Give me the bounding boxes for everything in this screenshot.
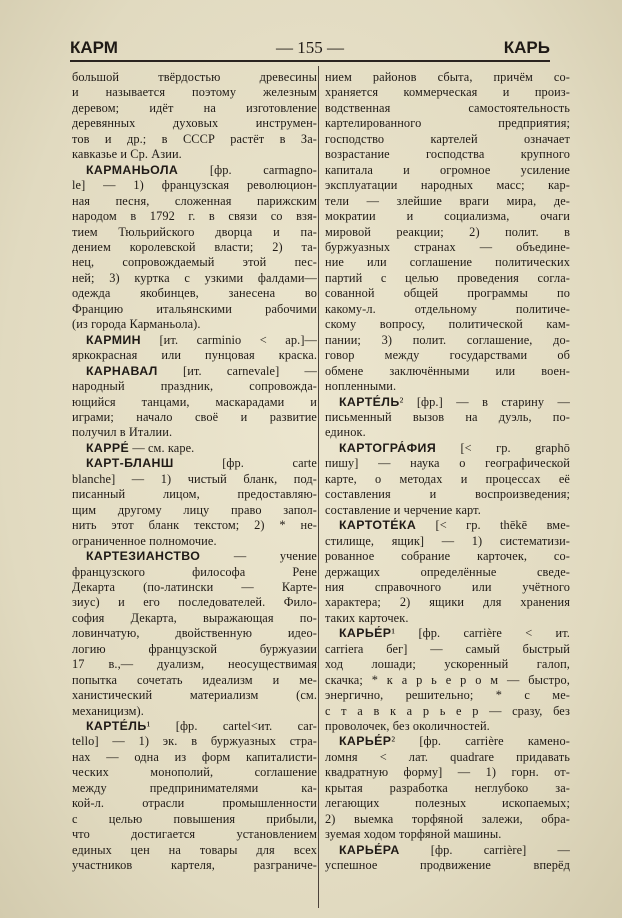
text-line: Францию итальянскими рабочими	[72, 301, 317, 316]
text-line: водственная самостоятельность	[325, 100, 570, 115]
right-column	[325, 70, 570, 908]
text-line: нопленными.	[325, 379, 397, 394]
text-line: одежда якобинцев, занесена во	[72, 286, 317, 301]
text-line: зиус) и его последователей. Фило-	[72, 595, 317, 610]
text-line: ние или соглашение политических	[325, 255, 570, 270]
text-line: blanche] — 1) чистый бланк, под-	[72, 471, 317, 486]
text-line: carriera бег] — самый быстрый	[325, 641, 570, 656]
text-line: ханистический материализм (см.	[72, 688, 317, 703]
text-line: буржуазных странах — объедине-	[325, 239, 570, 254]
text-line: таких карточек.	[325, 610, 409, 625]
text-line: КАРМАНЬОЛА [фр. carmagno-	[86, 162, 317, 177]
text-line: нить этот бланк текстом; 2) * не-	[72, 518, 317, 533]
text-line: держащих определённые сведе-	[325, 564, 570, 579]
text-line: попытка сочетать идеализм и ме-	[72, 672, 317, 687]
text-line: между предпринимателями ка-	[72, 780, 317, 795]
text-line: КАРТ-БЛАНШ [фр. carte	[86, 456, 317, 471]
text-line: логию французской буржуазии	[72, 641, 317, 656]
text-line: щим другому лицу право запол-	[72, 502, 317, 517]
headword: КАРТ-БЛАНШ	[86, 456, 174, 471]
text-line: легающих полезных ископаемых;	[325, 796, 570, 811]
text-line: нах — одна из форм капиталисти-	[72, 749, 317, 764]
text-line: тием Тюльрийского дворца и па-	[72, 224, 317, 239]
headword: КАРТЕ́ЛЬ	[86, 719, 147, 734]
text-line: нием районов сбыта, причём со-	[325, 70, 570, 84]
text-line: большой твёрдостью древесины	[72, 70, 317, 84]
text-line: характера; 2) ящики для хранения	[325, 595, 570, 610]
text-line: КАРТОГРА́ФИЯ [< гр. graphō	[339, 440, 570, 455]
text-line: и называется поэтому железным	[72, 85, 317, 100]
text-line: с целью повышения прибыли,	[72, 811, 317, 826]
headword: КАРМИН	[86, 332, 141, 347]
text-line: скачка; * к а р ь е р о м — быстро,	[325, 672, 570, 687]
column-divider	[318, 66, 319, 908]
text-line: народом в 1792 г. в связи со взя-	[72, 209, 317, 224]
text-line: с т а в к а р ь е р — сразу, без	[325, 703, 570, 718]
text-line: КАРРЕ́ — см. каре.	[86, 440, 195, 455]
headword: КАРТЕ́ЛЬ	[339, 394, 400, 409]
text-line: ния справочного или учётного	[325, 579, 570, 594]
text-line: КАРТЕЗИАНСТВО — учение	[86, 549, 317, 564]
page-number: — 155 —	[276, 38, 344, 57]
text-line: дением королевской власти; 2) та-	[72, 239, 317, 254]
text-line: успешное продвижение вперёд	[325, 858, 570, 873]
text-line: что достигается установлением	[72, 827, 317, 842]
text-line: партий с целью проведения согла-	[325, 270, 570, 285]
text-line: проволочек, без околичностей.	[325, 719, 490, 734]
text-line: (из города Карманьола).	[72, 317, 201, 332]
text-line: кавказье и Ср. Азии.	[72, 147, 182, 162]
text-line: КАРМИН [ит. carminio < ар.]—	[86, 332, 317, 347]
text-line: карте, о методах и процессах её	[325, 471, 570, 486]
text-line: механицизм).	[72, 703, 144, 718]
headword: КАРТОТЕ́КА	[339, 518, 417, 533]
headword: КАРТОГРА́ФИЯ	[339, 440, 437, 455]
text-line: играми; начало своё и развитие	[72, 409, 317, 424]
text-line: КАРЬЕ́Р² [фр. carrière каменo-	[339, 734, 570, 749]
text-line: le] — 1) французская революцион-	[72, 178, 317, 193]
text-line: КАРЬЕ́Р¹ [фр. carrière < ит.	[339, 626, 570, 641]
text-line: господство картелей означает	[325, 131, 570, 146]
text-line: деревянных духовых инструмен-	[72, 116, 317, 131]
text-line: 17 в.,— дуализм, неосуществимая	[72, 657, 317, 672]
headword: КАРЬЕ́Р	[339, 626, 392, 641]
text-line: tello] — 1) эк. в буржуазных стра-	[72, 734, 317, 749]
text-line: мократии и социализма, очаги	[325, 209, 570, 224]
text-line: составление и черчение карт.	[325, 502, 481, 517]
text-line: ломня < лат. quadrare придавать	[325, 749, 570, 764]
header-rule	[70, 60, 550, 62]
text-line: писанный лицом, предоставляю-	[72, 487, 317, 502]
text-line: крытая разработка неглубоко за-	[325, 780, 570, 795]
header-right-word: КАРЬ	[503, 38, 550, 57]
text-line: тов и др.; в СССР растёт в За-	[72, 131, 317, 146]
header-left-word: КАРМ	[70, 38, 118, 57]
text-line: энергично, решительно; * с ме-	[325, 688, 570, 703]
text-line: ней; 3) куртка с узкими фалдами—	[72, 270, 317, 285]
headword: КАРЬЕ́РА	[339, 842, 400, 857]
headword: КАРРЕ́	[86, 440, 130, 455]
text-line: ход лошади; ускоренный галоп,	[325, 657, 570, 672]
headword: КАРТЕЗИАНСТВО	[86, 549, 201, 564]
text-line: яркокрасная или пунцовая краска.	[72, 348, 317, 363]
text-line: софия Декарта, выражающая по-	[72, 610, 317, 625]
text-line: письменный вызов на дуэль, по-	[325, 409, 570, 424]
text-line: зуемая ходом торфяной машины.	[325, 827, 502, 842]
text-line: кой-л. отрасли промышленности	[72, 796, 317, 811]
text-line: сованной общей программы по	[325, 286, 570, 301]
text-line: народный праздник, сопровожда-	[72, 379, 317, 394]
text-line: ограниченное полномочие.	[72, 533, 217, 548]
headword: КАРМАНЬОЛА	[86, 162, 179, 177]
text-line: храняется коммерческая и произ-	[325, 85, 570, 100]
text-line: стилище, ящик] — 1) систематизи-	[325, 533, 570, 548]
text-line: 2) выемка торфяной залежи, обра-	[325, 811, 570, 826]
text-line: капитала и огромное усиление	[325, 162, 570, 177]
text-line: КАРТЕ́ЛЬ² [фр.] — в старину —	[339, 394, 570, 409]
text-line: скому вопросу, политической кам-	[325, 317, 570, 332]
text-line: участников картеля, разграниче-	[72, 858, 317, 873]
text-line: тели — злейшие враги мира, де-	[325, 193, 570, 208]
text-line: французского философа Рене	[72, 564, 317, 579]
running-header	[70, 38, 550, 60]
text-line: квадратную форму] — 1) горн. от-	[325, 765, 570, 780]
text-line: единок.	[325, 425, 366, 440]
text-line: КАРЬЕ́РА [фр. carrière] —	[339, 842, 570, 857]
text-line: возрастание господства крупного	[325, 147, 570, 162]
text-line: единых цен на товары для всех	[72, 842, 317, 857]
text-line: деревом; идёт на изготовление	[72, 100, 317, 115]
text-line: ющийся танцами, маскарадами и	[72, 394, 317, 409]
text-line: составления и воспроизведения;	[325, 487, 570, 502]
text-line: нец, сопровождаемый этой пес-	[72, 255, 317, 270]
text-line: ческих монополий, соглашение	[72, 765, 317, 780]
text-line: ловинчатую, двойственную идео-	[72, 626, 317, 641]
text-line: обмене заключёнными или воен-	[325, 363, 570, 378]
text-line: эксплуатации народных масс; кар-	[325, 178, 570, 193]
left-column	[72, 70, 317, 908]
headword: КАРЬЕ́Р	[339, 734, 392, 749]
text-line: рованное собрание карточек, со-	[325, 549, 570, 564]
text-line: картелированного предприятия;	[325, 116, 570, 131]
text-line: Декарта (по-латински — Карте-	[72, 579, 317, 594]
text-line: какому-л. отдельному политиче-	[325, 301, 570, 316]
text-line: КАРНАВАЛ [ит. carnevale] —	[86, 363, 317, 378]
text-line: мировой реакции; 2) полит. в	[325, 224, 570, 239]
text-line: пании; 3) полит. соглашение, до-	[325, 332, 570, 347]
text-line: КАРТЕ́ЛЬ¹ [фр. cartel<ит. car-	[86, 719, 317, 734]
text-line: КАРТОТЕ́КА [< гр. thēkē вме-	[339, 518, 570, 533]
text-line: пишу] — наука о географической	[325, 456, 570, 471]
text-line: говор между государствами об	[325, 348, 570, 363]
headword: КАРНАВАЛ	[86, 363, 158, 378]
text-line: получил в Италии.	[72, 425, 173, 440]
text-line: ная песня, сложенная парижским	[72, 193, 317, 208]
